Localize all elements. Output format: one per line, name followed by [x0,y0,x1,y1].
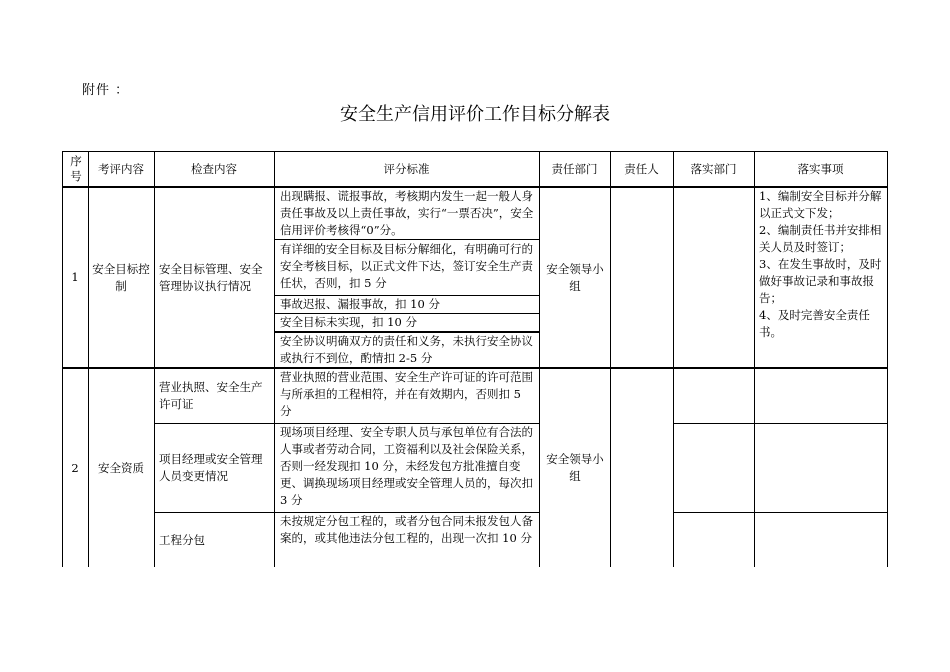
col-line-2 [154,151,155,567]
header-criteria: 评分标准 [383,161,430,176]
col-line-7 [754,151,755,567]
row2-criteria-2: 现场项目经理、安全专职人员与承包单位有合法的人事或者劳动合同，工资福利以及社会保险关系，否则一经发现扣 10 分，未经发包方批准擅自变更、调换现场项目经理或安全管理人员的，每次扣 3 分 [280,425,533,507]
row1-check: 安全目标管理、安全管理协议执行情况 [159,261,263,293]
row2-check-1: 营业执照、安全生产许可证 [159,380,263,411]
header-item: 考评内容 [98,161,144,176]
header-impl-items: 落实事项 [797,161,844,176]
row1-item: 安全目标控制 [92,261,150,293]
page-title: 安全生产信用评价工作目标分解表 [340,104,610,125]
header-check: 检查内容 [191,161,237,176]
attachment-label: 附件 ： [82,83,130,98]
row1-impl-items: 1、编制安全目标并分解以正式文下发； 2、编制责任书并安排相关人员及时签订； 3、在发生事故时，及时做好事故记录和事故报告； 4、及时完善安全责任书。 [759,189,882,339]
row1-criteria-5: 安全协议明确双方的责任和义务，未执行安全协议或执行不到位，酌情扣 2-5 分 [280,334,533,365]
header-seq: 序号 [70,154,82,183]
row1-criteria-3: 事故迟报、漏报事故，扣 10 分 [280,297,440,311]
row1-criteria-2: 有详细的安全目标及目标分解细化，有明确可行的安全考核目标，以正式文件下达，签订安全生产责任状，否则，扣 5 分 [280,242,533,290]
header-impl-dept: 落实部门 [690,161,737,176]
row2-dept: 安全领导小组 [546,452,604,483]
row1-sep-1 [274,239,539,240]
row2-item: 安全资质 [98,460,144,475]
row2-check-3: 工程分包 [159,532,205,547]
row2-criteria-3: 未按规定分包工程的，或者分包合同未报发包人备案的，或其他违法分包工程的，出现一次扣 10 分 [280,514,533,545]
col-line-4 [539,151,540,567]
row2-sep-2b [673,512,888,513]
header-person: 责任人 [624,161,659,176]
row1-dept: 安全领导小组 [546,261,604,293]
row2-seq: 2 [71,460,79,475]
row2-sep-1b [673,423,888,424]
row1-seq: 1 [71,270,79,284]
col-line-8 [887,151,888,567]
col-line-5 [610,151,611,567]
row2-check-2: 项目经理或安全管理人员变更情况 [159,452,263,483]
row1-criteria-4: 安全目标未实现，扣 10 分 [280,315,417,329]
row2-criteria-1: 营业执照的营业范围、安全生产许可证的许可范围与所承担的工程相符，并在有效期内，否则扣 5 分 [280,370,533,418]
col-line-6 [673,151,674,567]
row1-criteria-1: 出现瞒报、谎报事故，考核期内发生一起一般人身责任事故及以上责任事故，实行“一票否决”，安全信用评价考核得“0”分。 [280,189,534,237]
header-dept: 责任部门 [551,161,598,176]
col-line-3 [274,151,275,567]
